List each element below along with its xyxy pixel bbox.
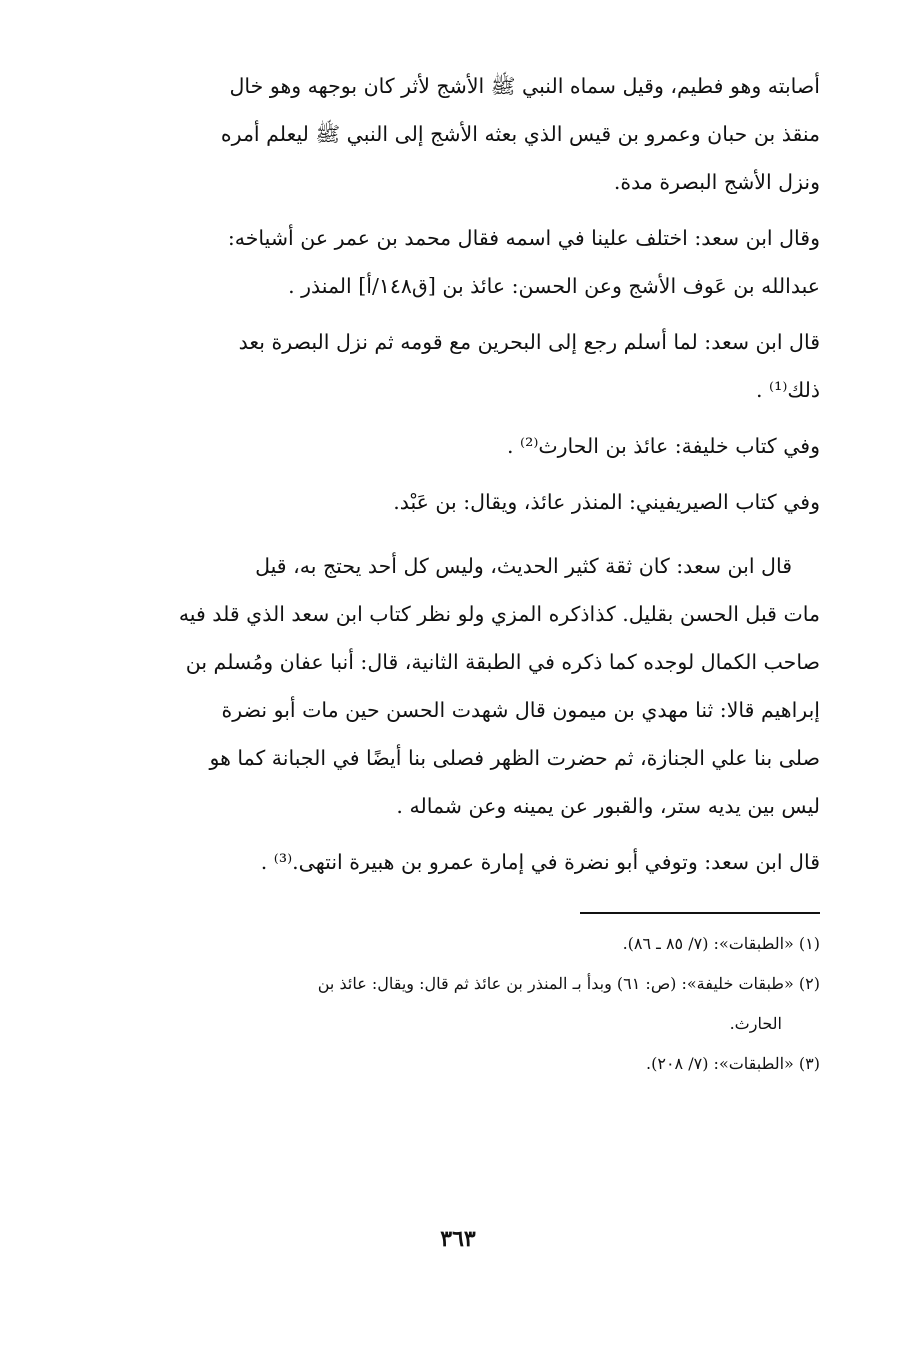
paragraph-1: أصابته وهو فطيم، وقيل سماه النبي ﷺ الأشج لأثر كان بوجهه وهو خال منقذ بن حبان وعمرو بن قيس الذي بعثه الأشج إلى النبي ﷺ ليعلم أمره ونزل الأشج البصرة مدة. [220,74,820,194]
footnote-3: (٣) «الطبقات»: (٧/ ٢٠٨). [646,1054,820,1073]
footnote-1: (١) «الطبقات»: (٧/ ٨٥ ـ ٨٦). [622,934,820,953]
paragraph-2: وقال ابن سعد: اختلف علينا في اسمه فقال محمد بن عمر عن أشياخه: عبدالله بن عَوف الأشج وعن الحسن: عائذ بن [ق١٤٨/أ] المنذر . [227,226,820,298]
paragraph-4: وفي كتاب خليفة: عائذ بن الحارث⁽²⁾ . [507,434,820,458]
page-number: ٣٦٣ [440,1226,476,1252]
paragraph-3: قال ابن سعد: لما أسلم رجع إلى البحرين مع قومه ثم نزل البصرة بعد ذلك⁽¹⁾ . [238,330,820,402]
paragraph-5: وفي كتاب الصيريفيني: المنذر عائذ، ويقال: بن عَبْد. [393,490,820,514]
paragraph-7: قال ابن سعد: وتوفي أبو نضرة في إمارة عمرو بن هبيرة انتهى.⁽³⁾ . [260,850,820,874]
footnote-2: (٢) «طبقات خليفة»: (ص: ٦١) وبدأ بـ المنذر بن عائذ ثم قال: ويقال: عائذ بن [317,974,820,993]
footnote-divider [580,912,820,914]
footnote-2-continuation: الحارث. [729,1014,782,1033]
paragraph-6: قال ابن سعد: كان ثقة كثير الحديث، وليس كل أحد يحتج به، قيل مات قبل الحسن بقليل. كذاذكره المزي ولو نظر كتاب ابن سعد الذي قلد فيه صاحب الكمال لوجده كما ذكره في الطبقة الثانية، قال: أنبا عفان ومُسلم بن إبراهيم قالا: ثنا مهدي بن ميمون قال شهدت الحسن حين مات أبو نضرة صلى بنا علي الجنازة، ثم حضرت الظهر فصلى بنا أيضًا في الجبانة كما هو ليس بين يديه ستر، والقبور عن يمينه وعن شماله . [178,554,820,818]
